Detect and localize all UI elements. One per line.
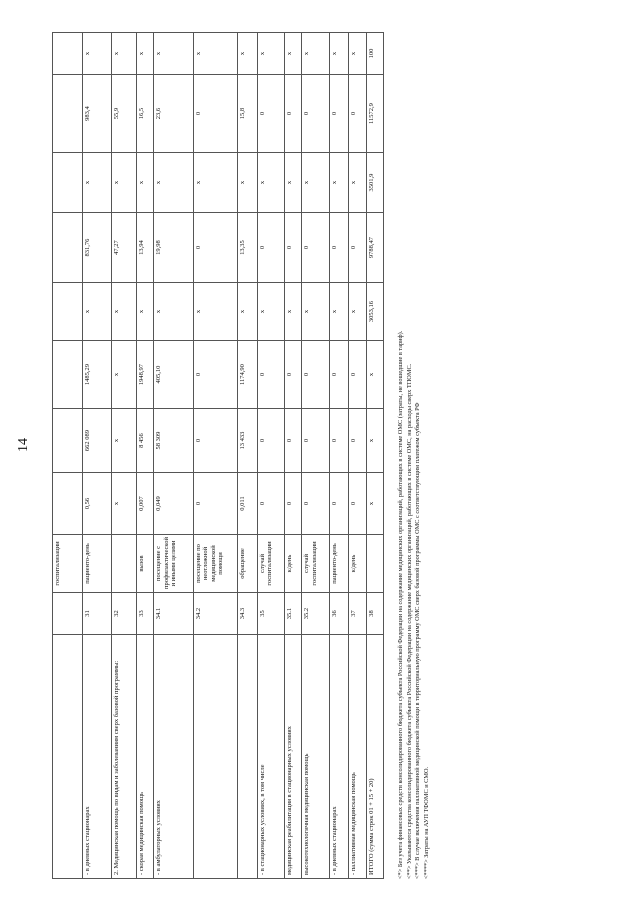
row-value-cell: x xyxy=(82,153,112,213)
row-value-cell: 16,5 xyxy=(136,75,153,153)
row-value-cell: x xyxy=(112,341,137,409)
row-unit-cell xyxy=(112,535,137,593)
row-code-cell: 38 xyxy=(366,593,383,635)
row-name-cell: - паллиативная медицинская помощь xyxy=(349,635,366,879)
row-value-cell: 0 xyxy=(302,75,329,153)
row-value-cell: 1948,97 xyxy=(136,341,153,409)
row-value-cell: 0 xyxy=(329,473,349,535)
row-value-cell: x xyxy=(257,153,284,213)
row-value-cell: 100 xyxy=(366,33,383,75)
row-value-cell: x xyxy=(136,153,153,213)
row-code-cell: 37 xyxy=(349,593,366,635)
table-row xyxy=(366,33,383,879)
row-value-cell: 0 xyxy=(329,341,349,409)
table-cell xyxy=(53,213,83,283)
row-value-cell: 0 xyxy=(257,409,284,473)
row-code-cell: 35.1 xyxy=(285,593,302,635)
row-code-cell: 34.3 xyxy=(238,593,258,635)
row-value-cell: 3053,16 xyxy=(366,283,383,341)
row-value-cell: 8 456 xyxy=(136,409,153,473)
row-code-cell: 33 xyxy=(136,593,153,635)
page-number: 14 xyxy=(16,438,31,452)
row-name-cell: - в стационарных условиях, в том числе xyxy=(257,635,284,879)
row-value-cell: 11572,9 xyxy=(366,75,383,153)
row-value-cell: x xyxy=(285,33,302,75)
table-cell xyxy=(53,153,83,213)
row-value-cell: x xyxy=(154,33,194,75)
row-value-cell: 0 xyxy=(349,341,366,409)
row-value-cell: 23,6 xyxy=(154,75,194,153)
row-value-cell: x xyxy=(349,33,366,75)
row-name-cell xyxy=(193,635,237,879)
table-row xyxy=(193,33,237,879)
table-row xyxy=(329,33,349,879)
row-value-cell: 9788,47 xyxy=(366,213,383,283)
row-value-cell: 0 xyxy=(285,213,302,283)
row-name-cell: ИТОГО (сумма строк 01 + 15 + 20) xyxy=(366,635,383,879)
footnote: <**> Указываются средства консолидированного бюджета субъекта Российской Федерации на содержание медицинских организаций, работающих в системе ОМС, на расходы сверх ТПОМС. xyxy=(405,363,413,879)
row-value-cell: 13 433 xyxy=(238,409,258,473)
row-unit-cell: случай госпитализации xyxy=(302,535,329,593)
table-cell xyxy=(53,33,83,75)
row-name-cell xyxy=(238,635,258,879)
row-value-cell: x xyxy=(329,153,349,213)
table-cell xyxy=(53,635,83,879)
row-name-cell: 2. Медицинская помощь по видам и заболеваниям сверх базовой программы: xyxy=(112,635,137,879)
row-value-cell: 0 xyxy=(349,75,366,153)
row-value-cell: 831,76 xyxy=(82,213,112,283)
row-value-cell: x xyxy=(82,283,112,341)
table-top-row xyxy=(53,33,83,879)
row-value-cell: 47,27 xyxy=(112,213,137,283)
row-value-cell: x xyxy=(349,283,366,341)
row-value-cell: 0 xyxy=(285,473,302,535)
table-row xyxy=(154,33,194,879)
row-value-cell: 0 xyxy=(349,409,366,473)
row-value-cell: 1485,29 xyxy=(82,341,112,409)
row-value-cell: x xyxy=(349,153,366,213)
row-value-cell: 15,8 xyxy=(238,75,258,153)
row-name-cell: - в дневных стационарах xyxy=(82,635,112,879)
row-value-cell: x xyxy=(193,33,237,75)
row-value-cell: 0 xyxy=(193,213,237,283)
row-value-cell: x xyxy=(238,153,258,213)
row-name-cell: медицинская реабилитация в стационарных условиях xyxy=(285,635,302,879)
row-value-cell: 0 xyxy=(329,213,349,283)
row-code-cell: 31 xyxy=(82,593,112,635)
table-cell: госпитализации xyxy=(53,535,83,593)
row-value-cell: 58 309 xyxy=(154,409,194,473)
row-code-cell: 32 xyxy=(112,593,137,635)
row-value-cell: 0 xyxy=(257,213,284,283)
row-value-cell: 1174,90 xyxy=(238,341,258,409)
row-value-cell: 55,9 xyxy=(112,75,137,153)
row-name-cell: - в дневных стационарах xyxy=(329,635,349,879)
financing-table xyxy=(52,32,384,879)
row-value-cell: 0,56 xyxy=(82,473,112,535)
table-cell xyxy=(53,473,83,535)
table-row xyxy=(112,33,137,879)
rotated-page-content xyxy=(52,33,430,879)
row-value-cell: 0 xyxy=(193,409,237,473)
table-cell xyxy=(53,283,83,341)
row-value-cell: 0 xyxy=(302,213,329,283)
row-unit-cell: к/день xyxy=(349,535,366,593)
row-name-cell: - в амбулаторных условиях xyxy=(154,635,194,879)
row-value-cell: x xyxy=(366,473,383,535)
row-value-cell: 0 xyxy=(302,473,329,535)
row-value-cell: 0 xyxy=(193,473,237,535)
row-unit-cell: посещение по неотложной медицинской помощи xyxy=(193,535,237,593)
row-unit-cell: посещение с профилактической и иными целями xyxy=(154,535,194,593)
row-value-cell: x xyxy=(112,409,137,473)
row-value-cell: 0 xyxy=(285,341,302,409)
row-value-cell: x xyxy=(136,33,153,75)
row-name-cell: - скорая медицинская помощь xyxy=(136,635,153,879)
row-value-cell: 0 xyxy=(329,75,349,153)
row-value-cell: x xyxy=(366,341,383,409)
row-value-cell: x xyxy=(257,283,284,341)
table-cell xyxy=(53,409,83,473)
row-value-cell: x xyxy=(285,283,302,341)
table-row xyxy=(285,33,302,879)
row-value-cell: 0 xyxy=(193,341,237,409)
row-value-cell: x xyxy=(82,33,112,75)
row-value-cell: 0 xyxy=(257,473,284,535)
row-value-cell: x xyxy=(329,33,349,75)
row-value-cell: 0 xyxy=(257,341,284,409)
footnote: <*> Без учета финансовых средств консолидированного бюджета субъекта Российской Федерации на содержание медицинских организаций, работающих в системе ОМС (затраты, не вошедшие в тариф). xyxy=(397,330,404,879)
row-code-cell: 34.1 xyxy=(154,593,194,635)
row-value-cell: x xyxy=(302,283,329,341)
row-value-cell: 0 xyxy=(302,409,329,473)
row-value-cell: x xyxy=(366,409,383,473)
row-value-cell: x xyxy=(302,33,329,75)
row-value-cell: x xyxy=(302,153,329,213)
table-cell xyxy=(53,341,83,409)
row-value-cell: 3501,9 xyxy=(366,153,383,213)
row-value-cell: 662 089 xyxy=(82,409,112,473)
row-code-cell: 34.2 xyxy=(193,593,237,635)
row-unit-cell: случай госпитализации xyxy=(257,535,284,593)
row-unit-cell: пациенто-день xyxy=(329,535,349,593)
row-value-cell: x xyxy=(154,153,194,213)
row-unit-cell xyxy=(366,535,383,593)
table-row xyxy=(349,33,366,879)
table-cell xyxy=(53,75,83,153)
row-value-cell: 0 xyxy=(257,75,284,153)
table-row xyxy=(82,33,112,879)
row-value-cell: x xyxy=(285,153,302,213)
row-value-cell: x xyxy=(238,33,258,75)
table-cell xyxy=(53,593,83,635)
row-value-cell: 0 xyxy=(329,409,349,473)
row-value-cell: 983,4 xyxy=(82,75,112,153)
row-name-cell: высокотехнологичная медицинская помощь xyxy=(302,635,329,879)
row-unit-cell: обращение xyxy=(238,535,258,593)
row-value-cell: 0 xyxy=(285,75,302,153)
row-value-cell: x xyxy=(136,283,153,341)
row-code-cell: 35 xyxy=(257,593,284,635)
row-unit-cell: пациенто-день xyxy=(82,535,112,593)
row-value-cell: x xyxy=(238,283,258,341)
row-unit-cell: вызов xyxy=(136,535,153,593)
row-value-cell: 0 xyxy=(285,409,302,473)
table-row xyxy=(136,33,153,879)
row-unit-cell: к/день xyxy=(285,535,302,593)
row-value-cell: 0 xyxy=(302,341,329,409)
footnotes xyxy=(397,33,431,879)
row-value-cell: x xyxy=(112,283,137,341)
row-value-cell: 0,011 xyxy=(238,473,258,535)
row-value-cell: 13,35 xyxy=(238,213,258,283)
row-value-cell: 405,10 xyxy=(154,341,194,409)
row-value-cell: x xyxy=(257,33,284,75)
row-value-cell: x xyxy=(193,153,237,213)
row-value-cell: 19,98 xyxy=(154,213,194,283)
row-value-cell: 0 xyxy=(349,473,366,535)
footnote: <***> В случае включения паллиативной медицинской помощи в территориальную программу ОМС сверх базовой программы ОМС с соответствующим платежом субъекта РФ xyxy=(414,402,421,879)
row-value-cell: x xyxy=(112,33,137,75)
footnote: <****> Затраты на АУП ТФОМС и СМО. xyxy=(422,766,430,879)
table-row xyxy=(257,33,284,879)
row-value-cell: x xyxy=(112,153,137,213)
row-value-cell: 0 xyxy=(349,213,366,283)
row-value-cell: x xyxy=(154,283,194,341)
row-value-cell: x xyxy=(112,473,137,535)
row-code-cell: 35.2 xyxy=(302,593,329,635)
table-row xyxy=(238,33,258,879)
row-value-cell: 0 xyxy=(193,75,237,153)
row-value-cell: 0,007 xyxy=(136,473,153,535)
table-row xyxy=(302,33,329,879)
row-code-cell: 36 xyxy=(329,593,349,635)
row-value-cell: 13,94 xyxy=(136,213,153,283)
row-value-cell: 0,049 xyxy=(154,473,194,535)
row-value-cell: x xyxy=(329,283,349,341)
row-value-cell: x xyxy=(193,283,237,341)
